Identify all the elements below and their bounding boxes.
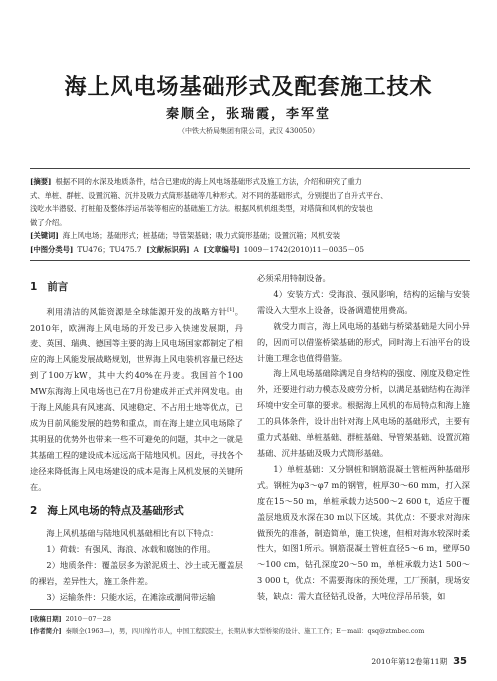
classification-line — [30, 243, 470, 257]
features-intro: 海上风机基础与陆地风机基础相比有以下特点： — [46, 528, 219, 539]
feature-item-2: 2）地质条件：覆盖层多为淤泥质土、沙土或无覆盖层的裸岩，差异性大，施工条件差。 — [30, 560, 243, 587]
footnote-block — [30, 613, 470, 637]
intro-text-b: 。2010年，欧洲海上风电场的开发已步入快速发展期，丹麦、英国、瑞典、德国等主要的海上风电场国家都制定了相应的海上风能发展战略规划，世界海上风电装机容量已经达到了100万kW，其中大约40%在丹麦。我国首个100 MW东海海上风电场也已在7月份建成并正式并网发电。由于海上风能具有风速高、风速稳定、不占用土地等优点，已成为目前风能发展的趋势和重点，而在海上建立风电场除了其明显的优势外也带来一些不可避免的问题，其中之一就是其基础工程的建设成本远远高于陆地风机。因此，寻找各个途径来降低海上风电场建设的成本是海上风机发展的关键所在。 — [30, 306, 243, 492]
paper-affiliation: （中铁大桥局集团有限公司，武汉 430050） — [178, 127, 319, 135]
section-1-number: 1 — [30, 281, 38, 293]
abstract-line-2: 式、单桩、群桩、设置沉箱、沉井及吸力式筒形基础等几种形式。对不同的基础形式，分别提出了自升式平台、 — [30, 190, 388, 200]
paper-authors: 秦顺全，张瑞霞，李军堂 — [165, 107, 331, 122]
class-value: TU476；TU475.7 — [77, 244, 142, 254]
author-bio: 秦顺全(1963—)，男，四川绵竹市人，中国工程院院士，长期从事大型桥梁的设计、施工工作；E－mail：qsq@ztmbec.com — [65, 627, 425, 635]
abstract-top-rule — [30, 168, 470, 169]
abstract-text-1: 根据不同的水深及地质条件，结合已建成的海上风电场基础形式及施工方法，介绍和研究了重力 — [55, 177, 362, 186]
paper-title: 海上风电场基础形式及配套施工技术 — [64, 74, 433, 100]
right-column — [257, 271, 470, 605]
continued-text: 必须采用特制设备。 — [257, 273, 331, 283]
abstract-line-3: 浅吃水半潜驳、打桩船及整体浮运吊装等相应的基础施工方法。根据风机机组类型，对塔筒和风机的安装也 — [30, 204, 373, 214]
section-2-title: 海上风电场的特点及基础形式 — [47, 504, 184, 517]
abstract-line-4: 做了介绍。 — [30, 217, 67, 227]
abstract-line-1 — [30, 175, 470, 189]
doc-code-value: A — [193, 244, 199, 254]
abstract-bottom-rule — [30, 260, 470, 261]
article-number-value: 1009－1742(2010)11－0035－05 — [243, 244, 365, 254]
section-2-number: 2 — [30, 504, 38, 517]
section-2-heading — [30, 504, 243, 520]
feature-item-4: 4）安装方式：受海浪、强风影响，结构的运输与安装需设入大型水上设备，设备调遣使用费高。 — [257, 288, 470, 315]
section-1-heading — [30, 280, 243, 296]
received-date-line — [30, 613, 470, 625]
intro-paragraph — [30, 303, 243, 496]
page-number: 35 — [453, 656, 467, 667]
foundation-types-paragraph: 海上风电场基础除满足自身结构的强度、刚度及稳定性外，还要进行动力模态及疲劳分析，以满足基础结构在海洋环境中安全可靠的要求。根据海上风机的布局特点和海上施工的具体条件，设计出针对海上风电场的基础形式，主要有重力式基础、单桩基础、群桩基础、导管架基础、设置沉箱基础、沉井基础及吸力式筒形基础。 — [257, 368, 470, 458]
article-number-label: [文章编号] — [203, 244, 240, 254]
class-label: [中图分类号] — [30, 244, 74, 254]
received-date: 2010－07－28 — [65, 615, 111, 623]
keywords-text: 海上风电场；基础形式；桩基础；导管架基础；吸力式筒形基础；设置沉箱；风机安装 — [62, 231, 341, 241]
abstract-block — [30, 175, 470, 257]
section-1-title: 前言 — [47, 281, 69, 293]
bridge-analogy-paragraph: 就受力而言，海上风电场的基础与桥梁基础是大同小异的，因而可以借鉴桥梁基础的形式，同时海上石油平台的设计施工理念也值得借鉴。 — [257, 320, 470, 363]
abstract-label: [摘要] — [30, 177, 52, 186]
keywords-line — [30, 229, 470, 243]
feature-item-1: 1）荷载：有强风、海浪、冰载和腐蚀的作用。 — [46, 544, 216, 555]
issue-info: 2010年第12卷第11期 — [371, 657, 448, 666]
reference-1: [1] — [227, 306, 235, 313]
footnote-rule — [30, 609, 180, 610]
author-bio-label: [作者简介] — [30, 627, 62, 635]
received-label: [收稿日期] — [30, 615, 62, 623]
single-pile-paragraph: 1）单桩基础：又分钢桩和钢筋混凝土管桩两种基础形式。钢桩为φ3～φ7 m的钢管，桩厚30～60 mm，打入深度在15～50 m，单桩承载力达500～2 600 t，适应于覆盖层地质及水深在30 m以下区域。其优点：不要求对海床做预先的准备，制造简单，施工快速，但相对海水较深时柔性大，如图1所示。钢筋混凝土管桩直径5～6 m，壁厚50～100 cm，钻孔深度20～50 m，单桩承载力达1 500～3 000 t，优点：不需要海床的预处理，工厂预制，现场安装，缺点：需大直径钻孔设备，大吨位浮吊吊装，如 — [257, 463, 470, 602]
doc-code-label: [文献标识码] — [146, 244, 190, 254]
author-bio-line — [30, 625, 470, 637]
intro-text-a: 利用清洁的风能资源是全球能源开发的战略方针 — [46, 306, 228, 317]
feature-item-3: 3）运输条件：只能水运，在滩涂或潮间带运输 — [46, 592, 216, 603]
keywords-label: [关键词] — [30, 231, 59, 241]
left-column — [30, 280, 243, 606]
page-footer — [371, 656, 467, 667]
